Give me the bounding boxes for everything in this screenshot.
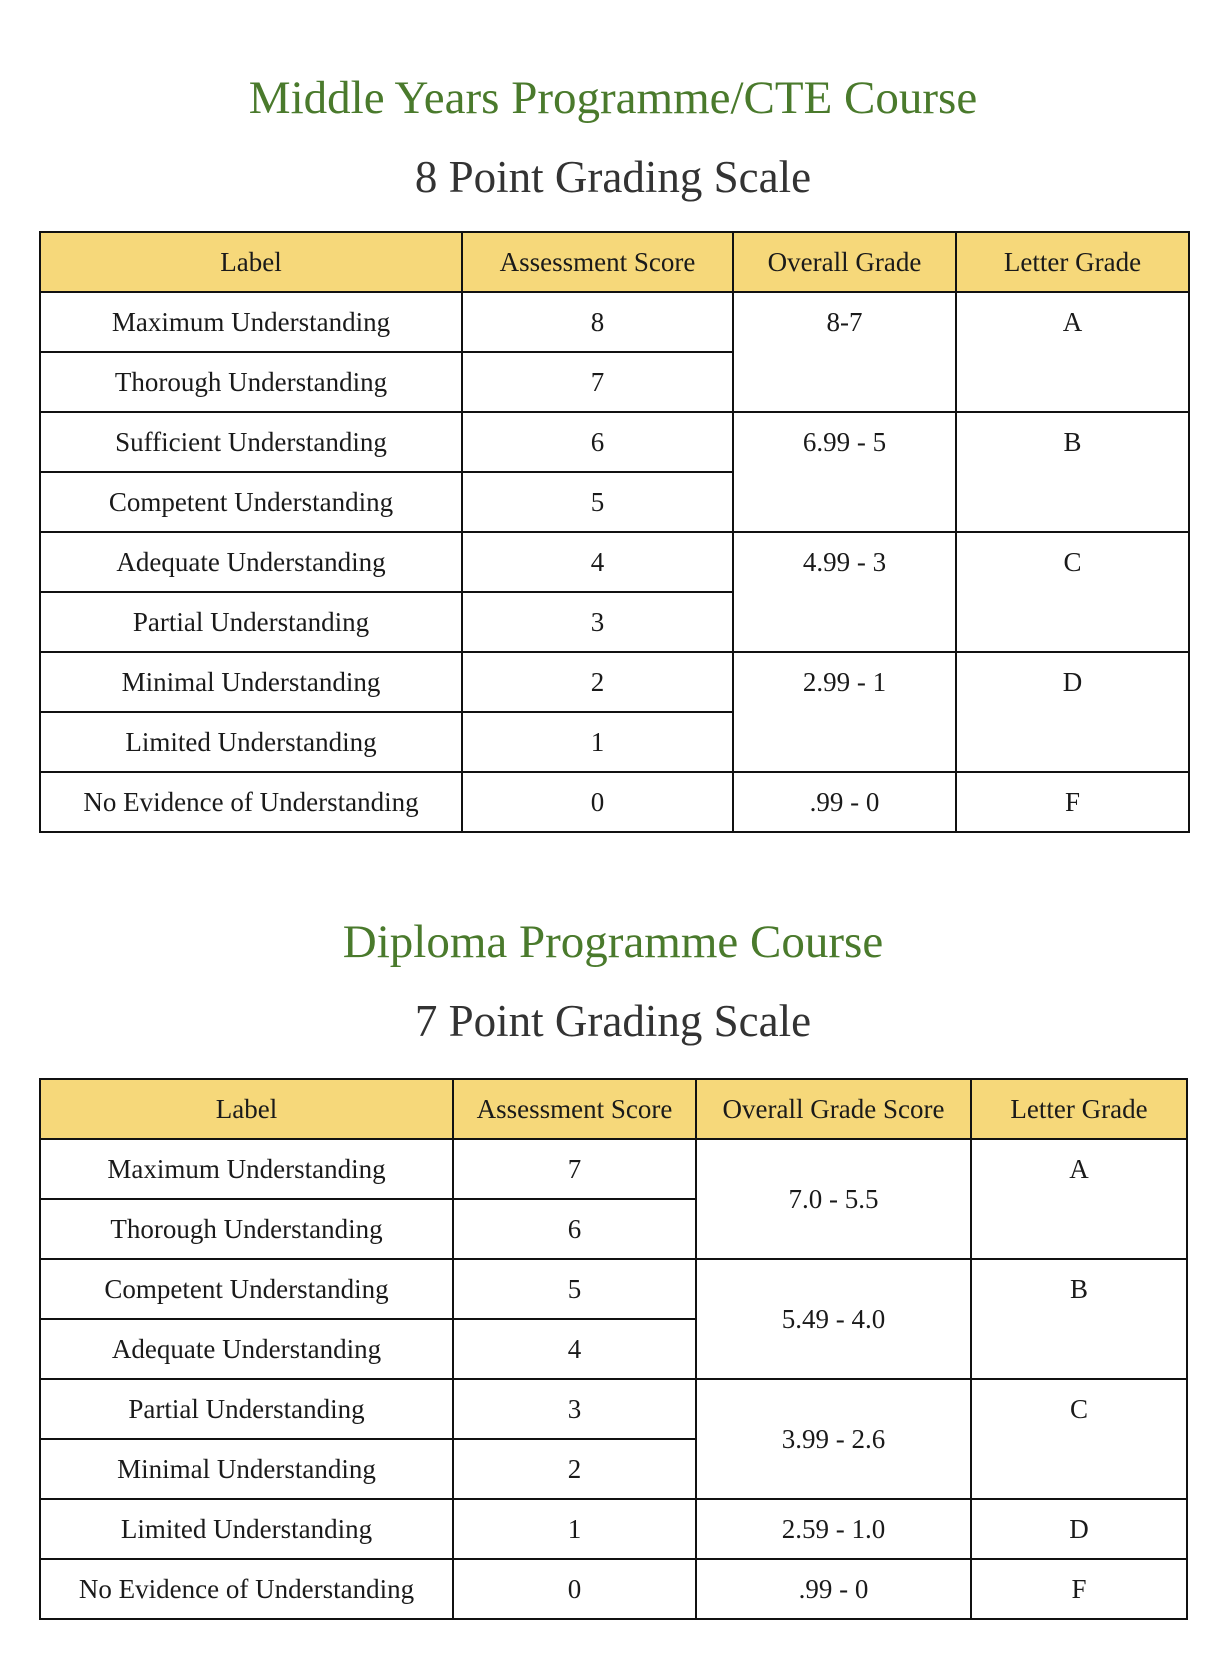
letter-grade: B <box>971 1259 1187 1379</box>
header-letter-grade: Letter Grade <box>971 1079 1187 1139</box>
row-score: 2 <box>462 652 733 712</box>
table-row <box>40 532 1189 592</box>
overall-grade-range: 7.0 - 5.5 <box>696 1139 971 1259</box>
header-overall-grade-score: Overall Grade Score <box>696 1079 971 1139</box>
row-score: 7 <box>453 1139 696 1199</box>
table-row <box>40 772 1189 832</box>
row-label: Limited Understanding <box>40 1499 453 1559</box>
letter-grade: F <box>971 1559 1187 1619</box>
table-row <box>40 292 1189 352</box>
row-label: Limited Understanding <box>40 712 462 772</box>
row-score: 4 <box>462 532 733 592</box>
table-row <box>40 412 1189 472</box>
overall-grade-range: .99 - 0 <box>696 1559 971 1619</box>
header-overall-grade: Overall Grade <box>733 232 956 292</box>
row-score: 2 <box>453 1439 696 1499</box>
letter-grade: D <box>971 1499 1187 1559</box>
overall-grade-range: 4.99 - 3 <box>733 532 956 652</box>
table-header-row <box>40 232 1189 292</box>
table-row <box>40 1259 1187 1319</box>
row-score: 6 <box>462 412 733 472</box>
row-score: 3 <box>462 592 733 652</box>
overall-grade-range: 2.99 - 1 <box>733 652 956 772</box>
overall-grade-range: 3.99 - 2.6 <box>696 1379 971 1499</box>
row-score: 1 <box>453 1499 696 1559</box>
table-header-row <box>40 1079 1187 1139</box>
letter-grade: A <box>956 292 1189 412</box>
row-score: 7 <box>462 352 733 412</box>
row-label: Thorough Understanding <box>40 1199 453 1259</box>
row-label: Adequate Understanding <box>40 532 462 592</box>
overall-grade-range: .99 - 0 <box>733 772 956 832</box>
seven-point-scale-title: 7 Point Grading Scale <box>414 996 812 1046</box>
letter-grade: C <box>971 1379 1187 1499</box>
row-score: 0 <box>453 1559 696 1619</box>
letter-grade: B <box>956 412 1189 532</box>
row-score: 4 <box>453 1319 696 1379</box>
header-label: Label <box>40 232 462 292</box>
row-label: Competent Understanding <box>40 472 462 532</box>
row-label: Partial Understanding <box>40 592 462 652</box>
table-row <box>40 1139 1187 1199</box>
letter-grade: C <box>956 532 1189 652</box>
row-label: Minimal Understanding <box>40 652 462 712</box>
header-assessment-score: Assessment Score <box>453 1079 696 1139</box>
dp-course-title: Diploma Programme Course <box>342 916 884 968</box>
letter-grade: D <box>956 652 1189 772</box>
seven-point-grading-table <box>39 1078 1188 1620</box>
row-label: Maximum Understanding <box>40 1139 453 1199</box>
overall-grade-range: 8-7 <box>733 292 956 412</box>
row-score: 6 <box>453 1199 696 1259</box>
row-score: 1 <box>462 712 733 772</box>
table-row <box>40 1559 1187 1619</box>
row-label: No Evidence of Understanding <box>40 772 462 832</box>
header-assessment-score: Assessment Score <box>462 232 733 292</box>
overall-grade-range: 6.99 - 5 <box>733 412 956 532</box>
row-score: 3 <box>453 1379 696 1439</box>
row-score: 5 <box>462 472 733 532</box>
overall-grade-range: 5.49 - 4.0 <box>696 1259 971 1379</box>
eight-point-grading-table <box>39 231 1190 833</box>
row-label: Adequate Understanding <box>40 1319 453 1379</box>
letter-grade: F <box>956 772 1189 832</box>
row-score: 5 <box>453 1259 696 1319</box>
row-label: Sufficient Understanding <box>40 412 462 472</box>
table-row <box>40 1379 1187 1439</box>
row-score: 8 <box>462 292 733 352</box>
mypcte-course-title: Middle Years Programme/CTE Course <box>248 72 978 124</box>
row-label: Maximum Understanding <box>40 292 462 352</box>
row-score: 0 <box>462 772 733 832</box>
header-label: Label <box>40 1079 453 1139</box>
eight-point-scale-title: 8 Point Grading Scale <box>414 152 812 202</box>
table-row <box>40 652 1189 712</box>
row-label: Thorough Understanding <box>40 352 462 412</box>
letter-grade: A <box>971 1139 1187 1259</box>
header-letter-grade: Letter Grade <box>956 232 1189 292</box>
row-label: Partial Understanding <box>40 1379 453 1439</box>
row-label: Competent Understanding <box>40 1259 453 1319</box>
table-row <box>40 1499 1187 1559</box>
row-label: No Evidence of Understanding <box>40 1559 453 1619</box>
row-label: Minimal Understanding <box>40 1439 453 1499</box>
overall-grade-range: 2.59 - 1.0 <box>696 1499 971 1559</box>
